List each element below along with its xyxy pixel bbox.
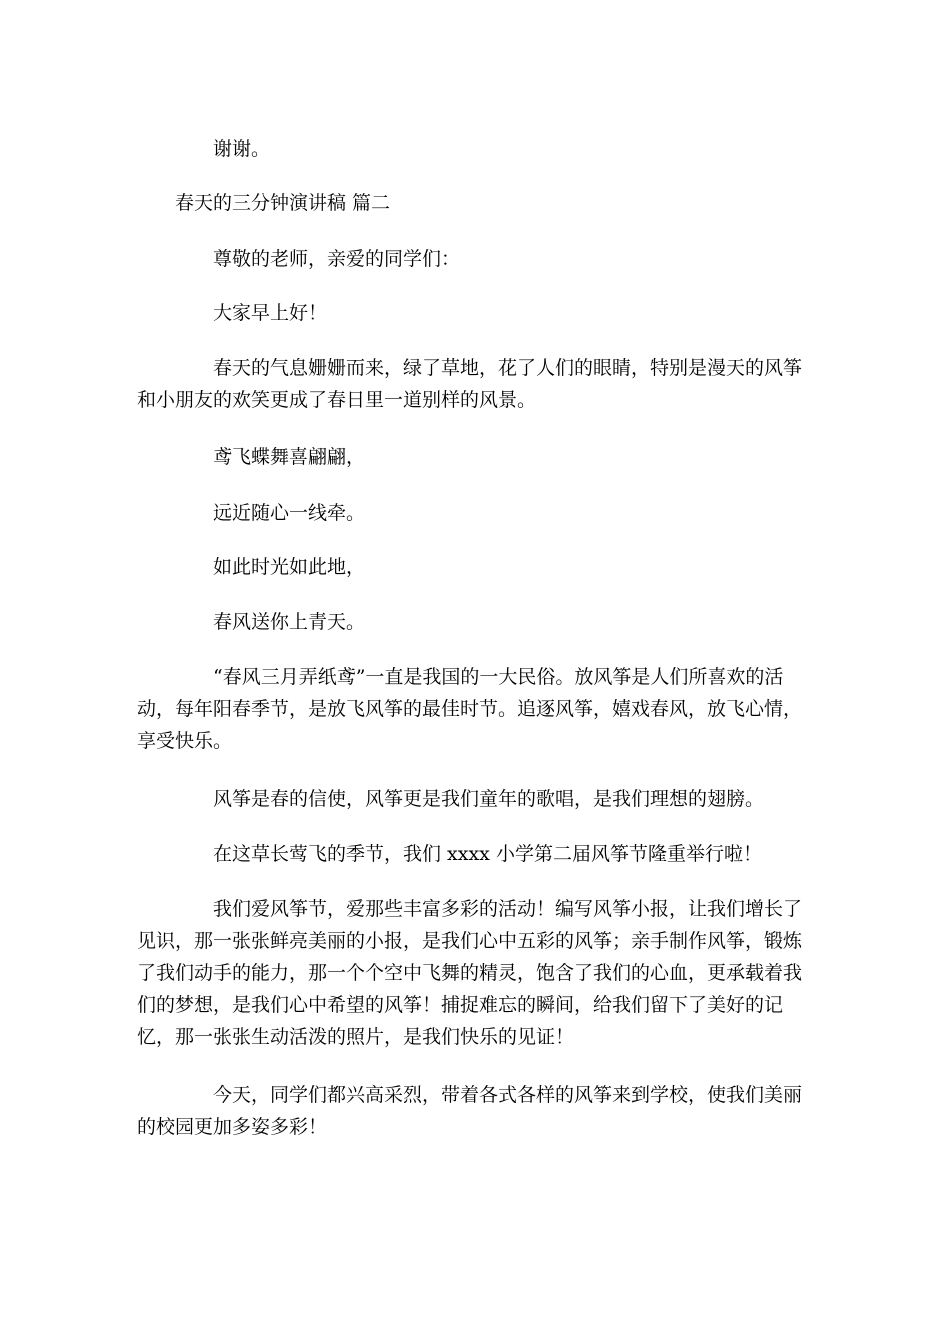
closing-thanks: 谢谢。 <box>213 138 271 160</box>
paragraph-kite-messenger: 风筝是春的信使，风筝更是我们童年的歌唱，是我们理想的翅膀。 <box>213 788 765 810</box>
poem-line-4: 春风送你上青天。 <box>213 611 366 633</box>
salutation: 尊敬的老师，亲爱的同学们： <box>213 248 461 270</box>
paragraph-folk-custom: “春风三月弄纸鸢”一直是我国的一大民俗。放风筝是人们所喜欢的活动，每年阳春季节，是放飞风筝的最佳时节。追逐风筝，嬉戏春风，放飞心情，享受快乐。 <box>137 666 803 752</box>
paragraph-activities: 我们爱风筝节，爱那些丰富多彩的活动！编写风筝小报，让我们增长了见识，那一张张鲜亮美丽的小报，是我们心中五彩的风筝；亲手制作风筝，锻炼了我们动手的能力，那一个个空中飞舞的精灵，饱含了我们的心血，更承载着我们的梦想，是我们心中希望的风筝！捕捉难忘的瞬间，给我们留下了美好的记忆，那一张张生动活泼的照片，是我们快乐的见证！ <box>137 898 803 1048</box>
poem-line-1: 鸢飞蝶舞喜翩翩， <box>213 446 366 468</box>
poem-line-2: 远近随心一线牵。 <box>213 502 366 524</box>
paragraph-today: 今天，同学们都兴高采烈，带着各式各样的风筝来到学校，使我们美丽的校园更加多姿多彩！ <box>137 1084 803 1138</box>
greeting: 大家早上好！ <box>213 302 328 324</box>
paragraph-spring-arrival: 春天的气息姗姗而来，绿了草地，花了人们的眼睛，特别是漫天的风筝和小朋友的欢笑更成了春日里一道别样的风景。 <box>137 357 803 411</box>
paragraph-kite-festival: 在这草长莺飞的季节，我们 xxxx 小学第二届风筝节隆重举行啦！ <box>213 843 762 865</box>
poem-line-3: 如此时光如此地， <box>213 556 366 578</box>
section-title: 春天的三分钟演讲稿 篇二 <box>175 192 391 214</box>
